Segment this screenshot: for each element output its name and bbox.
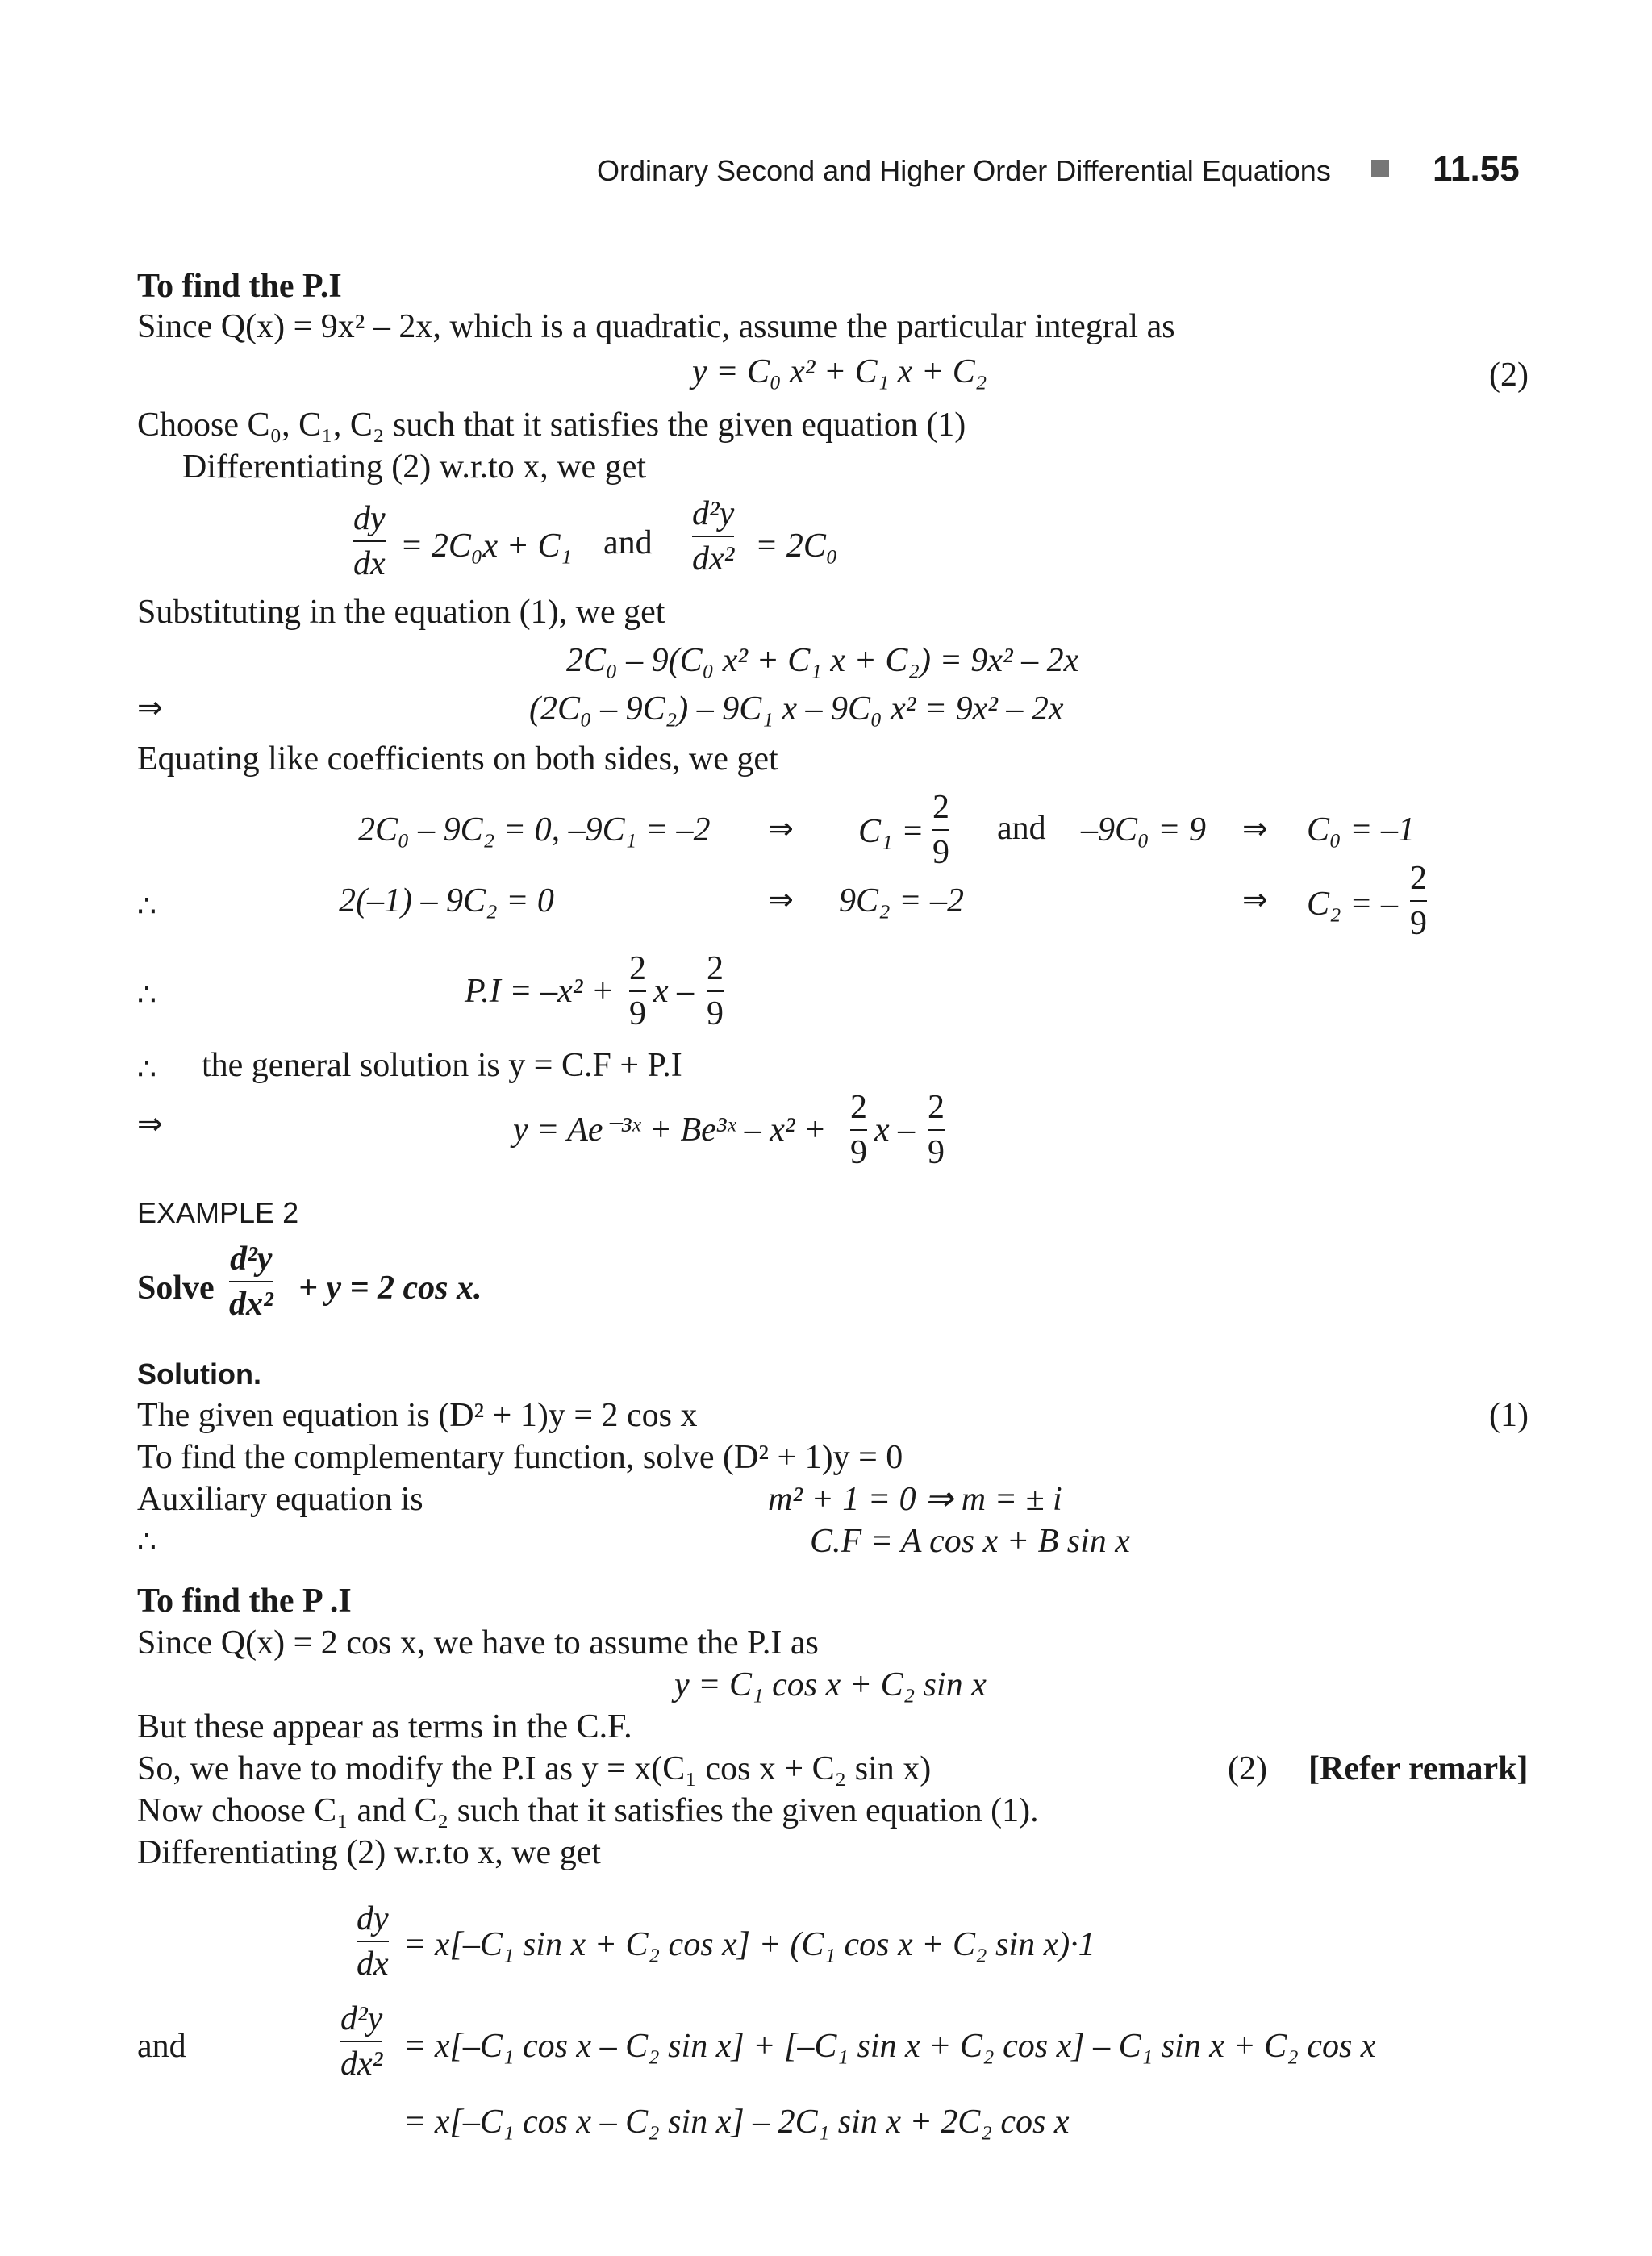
coef-c2: C₂ = – [1307, 886, 1398, 923]
and-text: and [603, 524, 653, 561]
numerator: d²y [692, 495, 735, 532]
text-line: Now choose C₁ and C₂ such that it satisfies the given equation (1). [137, 1792, 1039, 1829]
derivative-rhs: = x[–C₁ cos x – C₂ sin x] – 2C₁ sin x + 2C₂ cos x [403, 2104, 1070, 2141]
pi-x-minus: x – [874, 1111, 916, 1149]
text-line: Auxiliary equation is [137, 1481, 423, 1518]
fraction-2-9 [850, 1090, 867, 1170]
numerator: 2 [932, 789, 949, 826]
numerator: 2 [850, 1089, 867, 1126]
numerator: 2 [1410, 860, 1427, 897]
denominator: dx² [692, 540, 735, 578]
pi-lhs: P.I = –x² + [465, 973, 615, 1010]
example-rhs: + y = 2 cos x. [298, 1270, 482, 1307]
coef-eq: 2C₀ – 9C₂ = 0, –9C₁ = –2 [358, 811, 711, 849]
fraction-2-9 [928, 1090, 945, 1170]
text-line: The given equation is (D² + 1)y = 2 cos x [137, 1397, 698, 1434]
denominator: 9 [707, 995, 724, 1032]
assume-eq: y = C₁ cos x + C₂ sin x [674, 1666, 987, 1703]
fraction-d2y-dx2 [692, 497, 734, 576]
fraction-dy-dx [353, 502, 386, 581]
numerator: 2 [928, 1089, 945, 1126]
and-text: and [997, 810, 1046, 847]
denominator: dx [353, 545, 386, 582]
implies-symbol: ⇒ [137, 690, 163, 725]
fraction-bar [692, 536, 734, 537]
numerator: dy [357, 1900, 389, 1937]
fraction-2-9 [707, 952, 724, 1031]
fraction-bar [229, 1281, 273, 1282]
fraction-bar [340, 2041, 382, 2042]
text-line: To find the complementary function, solve (D² + 1)y = 0 [137, 1439, 903, 1476]
running-title: Ordinary Second and Higher Order Differential Equations [597, 154, 1331, 187]
derivative-rhs: = x[–C₁ cos x – C₂ sin x] + [–C₁ sin x + C₂ cos x] – C₁ sin x + C₂ cos x [403, 2028, 1376, 2065]
denominator: 9 [928, 1134, 945, 1171]
numerator: dy [353, 500, 386, 537]
pi-heading: To find the P.I [137, 268, 342, 305]
pi-heading: To find the P .I [137, 1583, 352, 1620]
coef-eq: –9C₀ = 9 [1081, 811, 1206, 849]
denominator: dx² [340, 2045, 383, 2083]
fraction-2-9 [1410, 861, 1427, 940]
equation-number: (2) [1489, 357, 1529, 394]
denominator: 9 [1410, 905, 1427, 942]
text-line: the general solution is y = C.F + P.I [202, 1047, 682, 1084]
coef-c1: C₁ = [858, 813, 924, 850]
fraction-bar [357, 1941, 389, 1942]
denominator: 9 [629, 995, 646, 1032]
coef-eq: 9C₂ = –2 [839, 882, 964, 919]
text-line: But these appear as terms in the C.F. [137, 1708, 632, 1745]
implies-symbol: ⇒ [1242, 882, 1268, 917]
equation-number: (1) [1489, 1397, 1529, 1434]
fraction-bar [1410, 900, 1427, 902]
numerator: 2 [707, 950, 724, 987]
implies-symbol: ⇒ [1242, 811, 1268, 846]
derivative-rhs: = 2C₀x + C₁ [400, 528, 573, 565]
denominator: 9 [932, 834, 949, 871]
equation-number: (2) [1228, 1750, 1267, 1787]
text-line: Choose C₀, C₁, C₂ such that it satisfies the given equation (1) [137, 407, 966, 444]
numerator: d²y [340, 2000, 383, 2037]
text-line: So, we have to modify the P.I as y = x(C₁ cos x + C₂ sin x) [137, 1750, 932, 1787]
auxiliary-eq: m² + 1 = 0 ⇒ m = ± i [768, 1481, 1062, 1518]
therefore-symbol: ∴ [137, 1524, 157, 1559]
therefore-symbol: ∴ [137, 888, 157, 924]
cf-eq: C.F = A cos x + B sin x [810, 1523, 1130, 1560]
fraction-2-9 [629, 952, 646, 1031]
page-number: 11.55 [1433, 149, 1520, 189]
and-text: and [137, 2028, 186, 2065]
text-line: Differentiating (2) w.r.to x, we get [137, 1834, 601, 1871]
fraction-bar [850, 1129, 867, 1131]
fraction-bar [353, 540, 386, 542]
substitution-eq: (2C₀ – 9C₂) – 9C₁ x – 9C₀ x² = 9x² – 2x [529, 690, 1064, 728]
text-line: Since Q(x) = 2 cos x, we have to assume the P.I as [137, 1624, 819, 1662]
implies-symbol: ⇒ [768, 882, 794, 917]
implies-symbol: ⇒ [768, 811, 794, 846]
text-line: Substituting in the equation (1), we get [137, 594, 665, 631]
implies-symbol: ⇒ [137, 1106, 163, 1141]
numerator: d²y [230, 1241, 273, 1278]
general-solution: y = Ae⁻³ˣ + Be³ˣ – x² + [513, 1111, 827, 1149]
fraction-bar [629, 990, 646, 992]
fraction-2-9 [932, 790, 949, 869]
derivative-rhs: = 2C₀ [755, 528, 838, 565]
coef-c0: C₀ = –1 [1307, 811, 1415, 849]
numerator: 2 [629, 950, 646, 987]
fraction-bar [928, 1129, 945, 1131]
fraction-bar [932, 829, 949, 831]
solution-heading: Solution. [137, 1357, 261, 1391]
text-line: Since Q(x) = 9x² – 2x, which is a quadratic, assume the particular integral as [137, 308, 1175, 345]
refer-remark: [Refer remark] [1308, 1750, 1529, 1787]
denominator: dx² [229, 1286, 273, 1323]
fraction-d2y-dx2 [229, 1242, 273, 1321]
fraction-bar [707, 990, 724, 992]
example-label: EXAMPLE 2 [137, 1196, 299, 1229]
denominator: dx [357, 1945, 389, 1983]
substitution-eq: 2C₀ – 9(C₀ x² + C₁ x + C₂) = 9x² – 2x [566, 642, 1079, 679]
derivative-rhs: = x[–C₁ sin x + C₂ cos x] + (C₁ cos x + C₂ sin x)·1 [403, 1926, 1095, 1963]
equation-assume: y = C₀ x² + C₁ x + C₂ [692, 353, 987, 390]
fraction-dy-dx [357, 1902, 389, 1981]
coef-eq: 2(–1) – 9C₂ = 0 [339, 882, 554, 919]
text-line: Equating like coefficients on both sides, we get [137, 740, 778, 778]
solve-word: Solve [137, 1270, 215, 1307]
therefore-symbol: ∴ [137, 977, 157, 1012]
denominator: 9 [850, 1134, 867, 1171]
fraction-d2y-dx2 [340, 2002, 382, 2081]
pi-x-minus: x – [653, 973, 695, 1010]
text-line: Differentiating (2) w.r.to x, we get [182, 448, 646, 486]
header-square-icon [1371, 160, 1389, 177]
therefore-symbol: ∴ [137, 1051, 157, 1086]
